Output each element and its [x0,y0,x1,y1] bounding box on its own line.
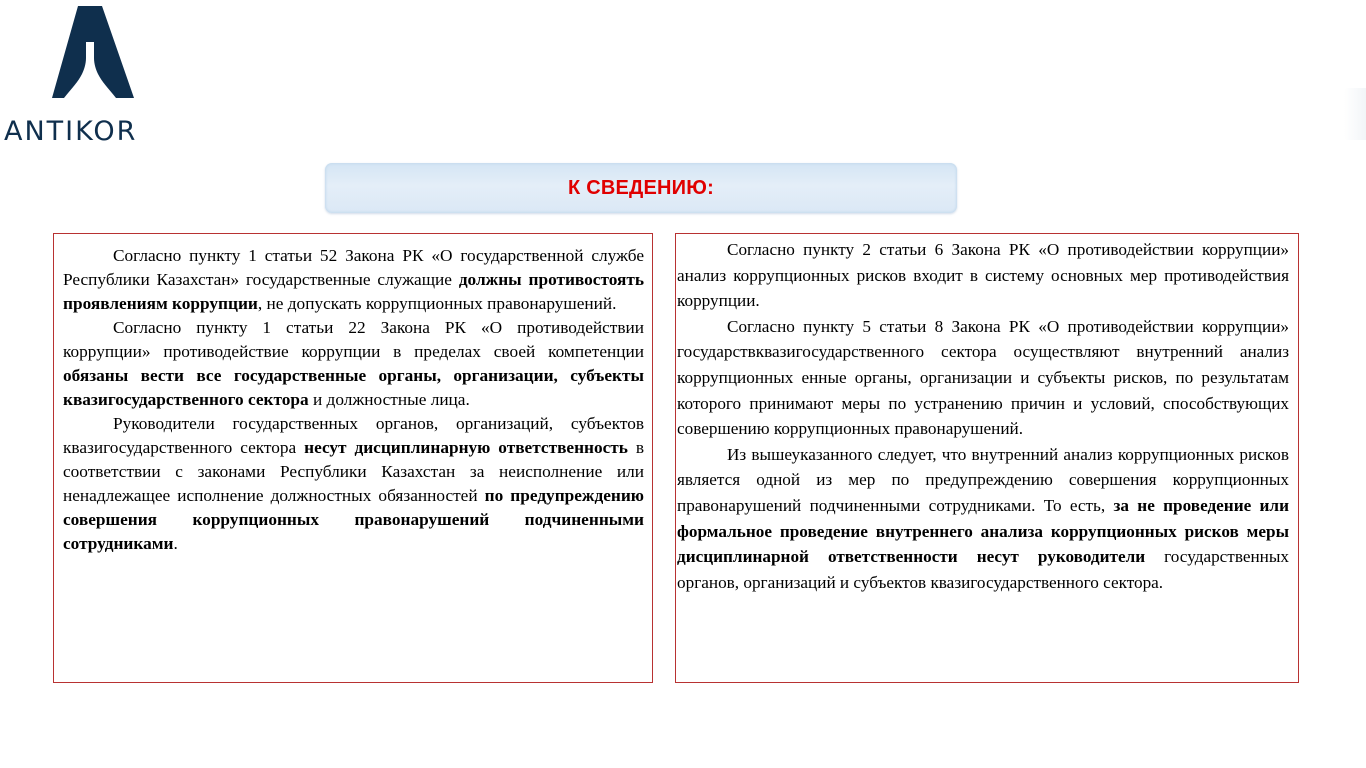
antikor-logo [4,4,176,146]
text: и должностные лица. [308,390,470,409]
text: Согласно пункту 1 статьи 52 Закона РК «О государственной службе Республики Казахстан» государственные служащие [63,246,644,289]
bold-text: по предупреждению совершения коррупционных правонарушений подчиненными сотрудниками [63,486,644,553]
right-paragraph-2 [677,314,1289,442]
info-banner [325,163,957,213]
left-paragraph-3 [63,412,644,556]
text: в соответствии с законами Республики Казахстан за неисполнение или ненадлежащее исполнение должностных обязанностей [63,438,645,505]
logo-text: ANTIKOR [4,116,138,147]
right-paragraph-3 [677,442,1289,596]
bold-text: несут дисциплинарную ответственность [304,438,628,457]
text: Согласно пункту 5 статьи 8 Закона РК «О противодействии коррупции» государствквазигосударственного сектора осуществляют внутренний анализ коррупционных енные органы, организации и субъекты рисков, по результатам которого принимают меры по устранению причин и условий, способствующих совершению коррупционных правонарушений. [677,316,1289,439]
right-paragraph-1 [677,237,1289,314]
text: , не допускать коррупционных правонарушений. [257,294,617,313]
decorative-edge [1344,88,1366,140]
text: Из вышеуказанного следует, что внутренний анализ коррупционных рисков является одной из мер по предупреждению совершения коррупционных правонарушений подчиненными сотрудниками. То есть, [677,444,1289,515]
text: Руководители государственных органов, организаций, субъектов квазигосударственного сектора [63,414,644,457]
bold-text: обязаны вести все государственные органы, организации, субъекты квазигосударственного сектора [63,366,644,409]
bold-text: за не проведение или формальное проведение внутреннего анализа коррупционных рисков меры дисциплинарной ответственности несут руководители [677,495,1289,567]
right-text-box [675,233,1299,683]
text: Согласно пункту 1 статьи 22 Закона РК «О противодействии коррупции» противодействие коррупции в пределах своей компетенции [63,318,644,361]
bold-text: должны противостоять проявлениям коррупции [63,270,644,313]
antikor-emblem-icon [42,4,138,100]
left-paragraph-1 [63,244,644,316]
banner-title: К СВЕДЕНИЮ: [568,176,714,199]
text: . [173,534,178,553]
text: государственных органов, организаций и субъектов квазигосударственного сектора. [677,547,1289,592]
left-text-box [53,233,653,683]
left-paragraph-2 [63,316,644,412]
text: Согласно пункту 2 статьи 6 Закона РК «О противодействии коррупции» анализ коррупционных рисков входит в систему основных мер противодействия коррупции. [677,240,1289,311]
